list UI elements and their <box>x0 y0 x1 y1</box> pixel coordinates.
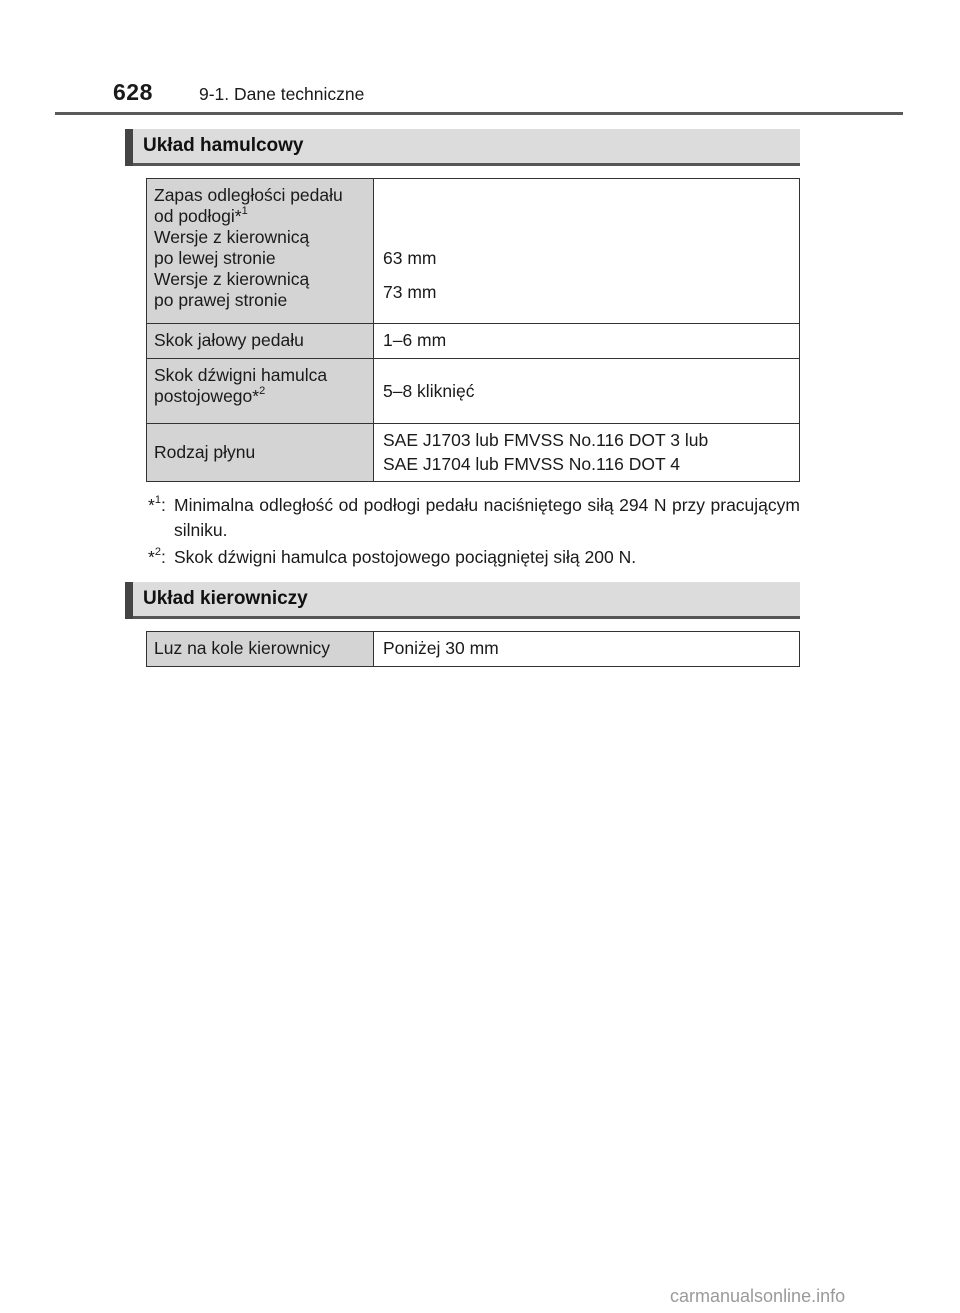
section-title: Układ hamulcowy <box>143 135 304 156</box>
page-number: 628 <box>113 79 153 105</box>
section-heading-steering <box>125 582 800 619</box>
page-header <box>0 0 960 116</box>
footnote-2: *$^2$: Skok dźwigni hamulca postojowego pociągniętej siłą 200 N. <box>148 546 637 567</box>
spec-value: 5–8 kliknięć <box>374 359 800 424</box>
spec-value: 63 mm 73 mm <box>374 179 800 324</box>
table-row <box>147 179 800 324</box>
table-row <box>147 424 800 482</box>
section-accent-bar <box>125 582 133 619</box>
steering-spec-table <box>146 631 800 667</box>
spec-value: 1–6 mm <box>374 324 800 359</box>
header-divider <box>55 112 903 115</box>
table-row <box>147 324 800 359</box>
section-accent-bar <box>125 129 133 166</box>
footnote-1: *$^1$: Minimalna odległość od podłogi pedału naciśniętego siłą 294 N przy pracującym silniku. <box>148 494 800 540</box>
spec-label: Rodzaj płynu <box>147 424 374 482</box>
spec-label: Zapas odległości pedału od podłogi*$^1$ Wersje z kierownicą po lewej stronie Wersje z kierownicą po prawej stronie <box>147 179 374 324</box>
spec-label: Skok jałowy pedału <box>147 324 374 359</box>
spec-value: SAE J1703 lub FMVSS No.116 DOT 3 lub SAE J1704 lub FMVSS No.116 DOT 4 <box>374 424 800 482</box>
section-heading-brakes <box>125 129 800 166</box>
chapter-title: 9-1. Dane techniczne <box>199 84 365 104</box>
spec-label: Luz na kole kierownicy <box>147 632 374 667</box>
spec-label: Skok dźwigni hamulca postojowego*$^2$ <box>147 359 374 424</box>
spec-value: Poniżej 30 mm <box>374 632 800 667</box>
table-row <box>147 632 800 667</box>
section-title: Układ kierowniczy <box>143 588 308 609</box>
watermark: carmanualsonline.info <box>670 1286 846 1306</box>
brakes-spec-table <box>146 178 800 482</box>
table-row <box>147 359 800 424</box>
